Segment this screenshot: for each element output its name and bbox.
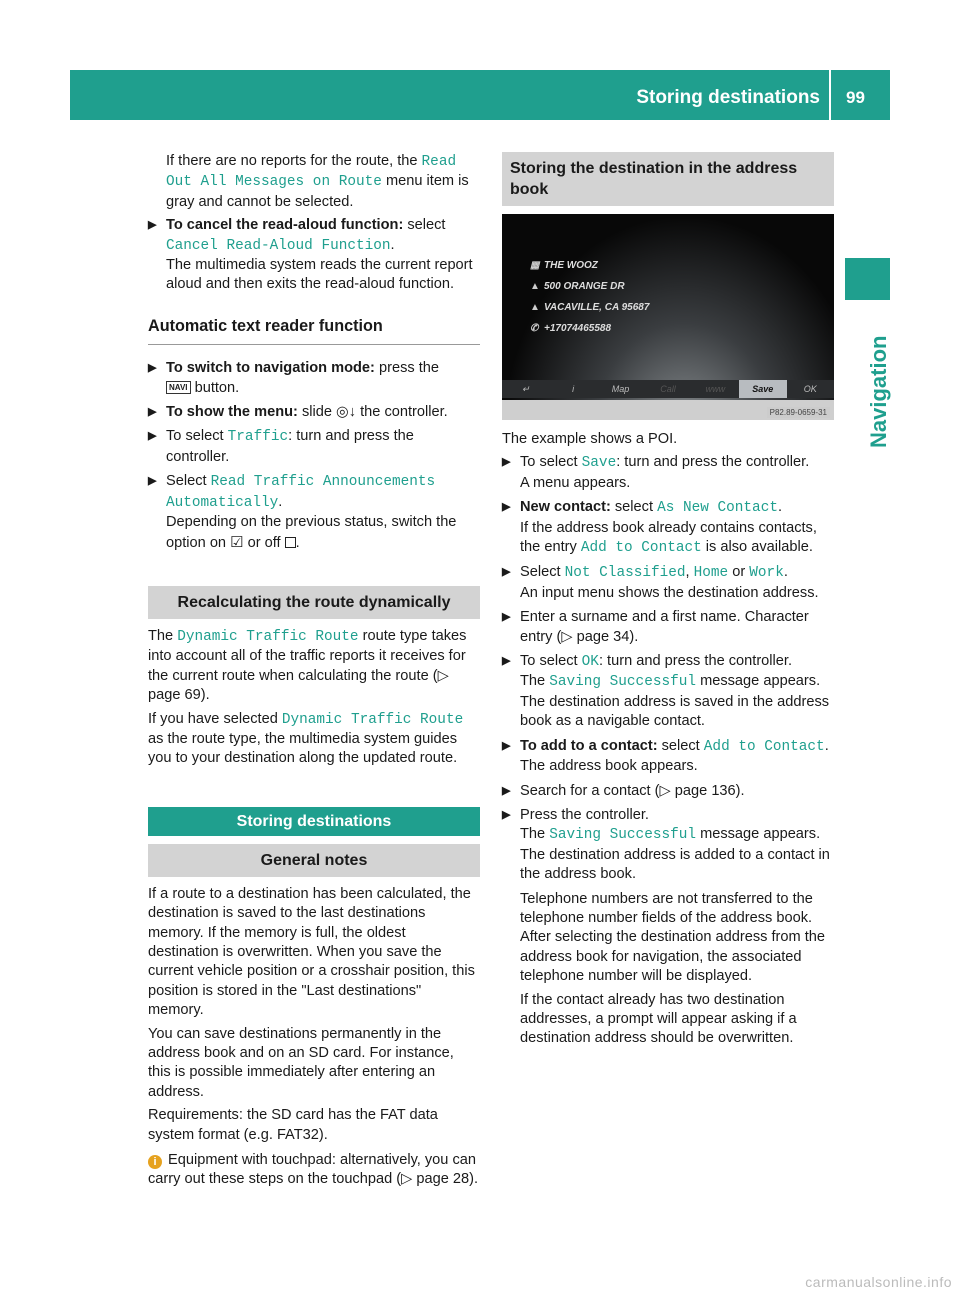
- phone-note: Telephone numbers are not transferred to the telephone number fields of the address book. After selecting the destination address from the address book for navigation, the associated telephone number will be displayed.: [520, 890, 826, 985]
- screen-row: ✆ +17074465588: [530, 323, 612, 334]
- recalc-paragraph-1: The Dynamic Traffic Route route type takes into account all of the traffic reports it receives for the current route when calculating the route (▷ page 69).: [148, 627, 467, 704]
- step-navi-mode: ▶ To switch to navigation mode: press the NAVI button.: [148, 360, 440, 396]
- screen-row: ▲ VACAVILLE, CA 95687: [530, 302, 650, 313]
- checkbox-checked-icon: ☑: [230, 533, 244, 551]
- figure-caption: P82.89-0659-31: [767, 407, 830, 418]
- step-arrow-icon: ▶: [502, 808, 511, 821]
- step-arrow-icon: ▶: [148, 362, 157, 375]
- step-arrow-icon: ▶: [148, 219, 157, 232]
- screen-menu-back: ↵: [521, 384, 530, 394]
- header-divider: [829, 70, 831, 120]
- page-title: Storing destinations: [636, 87, 820, 108]
- example-text: The example shows a POI.: [502, 431, 678, 447]
- step-new-contact: ▶ New contact: select As New Contact. If the address book already contains contacts, the entry Add to Contact is also available.: [502, 499, 817, 557]
- watermark: carmanualsonline.info: [805, 1273, 952, 1290]
- screenshot-figure: [502, 214, 834, 420]
- general-paragraph-3: Requirements: the SD card has the FAT data system format (e.g. FAT32).: [148, 1107, 438, 1143]
- right-column: [502, 152, 834, 1053]
- step-arrow-icon: ▶: [148, 430, 157, 443]
- screen-menu-call: Call: [660, 384, 676, 394]
- step-arrow-icon: ▶: [148, 406, 157, 419]
- screen-menu-map: Map: [611, 384, 630, 394]
- navi-key-icon: NAVI: [166, 381, 191, 394]
- step-arrow-icon: ▶: [502, 566, 511, 579]
- overwrite-note: If the contact already has two destination addresses, a prompt will appear asking if a destination address should be overwritten.: [520, 991, 797, 1047]
- screen-menu-bar: [502, 380, 834, 398]
- step-arrow-icon: ▶: [148, 475, 157, 488]
- intro-paragraph: If there are no reports for the route, the Read Out All Messages on Route menu item is gray and cannot be selected.: [166, 153, 469, 210]
- step-enter-name: ▶ Enter a surname and a first name. Character entry (▷ page 34).: [502, 609, 809, 645]
- address-icon: ▲: [530, 281, 540, 292]
- step-arrow-icon: ▶: [502, 739, 511, 752]
- city-icon: ▲: [530, 302, 540, 313]
- page-number: 99: [846, 88, 865, 107]
- step-arrow-icon: ▶: [502, 655, 511, 668]
- general-paragraph-1: If a route to a destination has been calculated, the destination is saved to the last destinations memory. If the memory is full, the oldest destination is overwritten. When you save the current vehicle position or a crosshair position, this position is stored in the "Last destinations" memory.: [148, 885, 475, 1019]
- side-tab-label: Navigation: [866, 335, 891, 448]
- screen-menu-ok: OK: [803, 384, 817, 394]
- screen-row: ▦ THE WOOZ: [530, 260, 598, 271]
- step-cancel-read-aloud: ▶ To cancel the read-aloud function: select Cancel Read-Aloud Function. The multimedia system reads the current report aloud and then exits the read-aloud function.: [148, 217, 473, 293]
- screen-menu-save: Save: [739, 380, 786, 398]
- side-tab: [842, 303, 890, 603]
- section-heading-storing: Storing destinations: [148, 807, 480, 836]
- info-note: i Equipment with touchpad: alternatively, you can carry out these steps on the touchpad (▷ page 28).: [148, 1152, 479, 1188]
- step-show-menu: ▶ To show the menu: slide ◎↓ the controller.: [148, 403, 480, 422]
- screen-menu-info: i: [572, 384, 575, 394]
- phone-icon: ✆: [530, 323, 539, 334]
- menu-item-code: Cancel Read-Aloud Function: [166, 237, 391, 254]
- menu-item-code: Read Out All Messages on Route: [166, 154, 457, 191]
- step-arrow-icon: ▶: [502, 456, 511, 469]
- info-icon: i: [148, 1155, 162, 1169]
- step-select-traffic: ▶ To select Traffic: turn and press the controller.: [148, 428, 414, 465]
- step-select-save: ▶ To select Save: turn and press the controller. A menu appears.: [502, 454, 810, 491]
- step-press-controller: ▶ Press the controller. The Saving Successful message appears. The destination address is added to a contact in the address book.: [502, 806, 830, 883]
- step-add-to-contact: ▶ To add to a contact: select Add to Contact. The address book appears.: [502, 737, 829, 775]
- screen-menu-www: www: [705, 384, 726, 394]
- left-column: [148, 152, 480, 1194]
- recalc-paragraph-2: If you have selected Dynamic Traffic Route as the route type, the multimedia system guides you to your destination along the updated route.: [148, 710, 464, 767]
- checkbox-empty-icon: [285, 537, 296, 548]
- section-heading-recalc: Recalculating the route dynamically: [148, 586, 480, 619]
- step-search-contact: ▶ Search for a contact (▷ page 136).: [502, 782, 834, 801]
- poi-icon: ▦: [530, 260, 540, 271]
- section-heading-general: General notes: [148, 844, 480, 877]
- step-arrow-icon: ▶: [502, 501, 511, 514]
- step-arrow-icon: ▶: [502, 784, 511, 797]
- step-select-announcements: ▶ Select Read Traffic Announcements Automatically. Depending on the previous status, switch the option on ☑ or off .: [148, 473, 457, 551]
- general-paragraph-2: You can save destinations permanently in the address book and on an SD card. For instance, this is possible immediately after entering an address.: [148, 1025, 454, 1100]
- step-select-ok: ▶ To select OK: turn and press the controller. The Saving Successful message appears. The destination address is saved in the address book as a navigable contact.: [502, 653, 830, 730]
- section-heading: Automatic text reader function: [148, 317, 480, 345]
- side-tab-marker: [845, 258, 890, 300]
- screen-row: ▲ 500 ORANGE DR: [530, 281, 625, 292]
- section-heading-address-book: Storing the destination in the address book: [502, 152, 834, 206]
- step-arrow-icon: ▶: [502, 611, 511, 624]
- step-select-category: ▶ Select Not Classified, Home or Work. An input menu shows the destination address.: [502, 564, 819, 601]
